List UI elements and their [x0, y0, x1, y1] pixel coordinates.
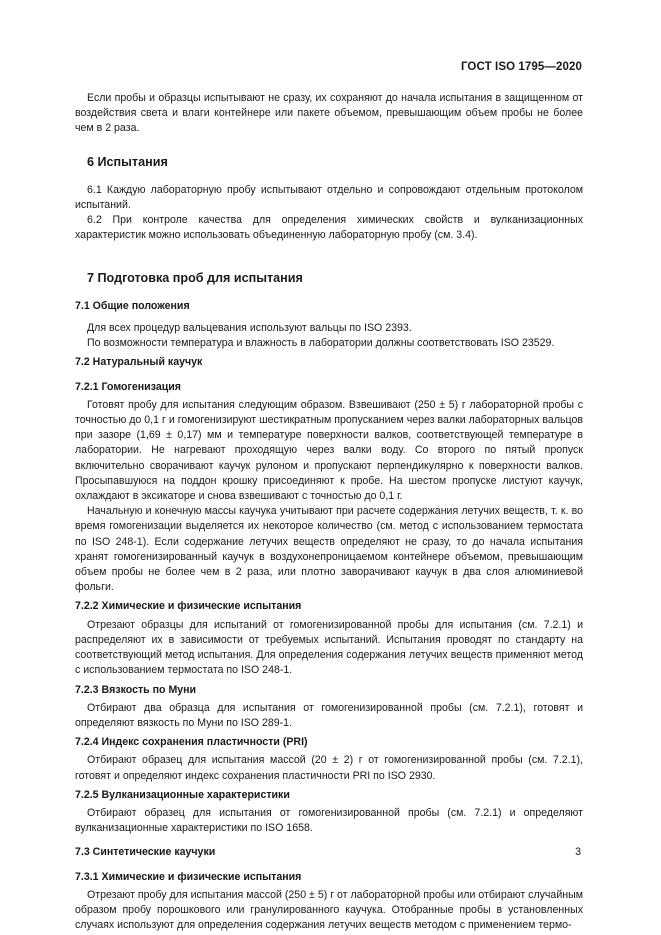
- section-7-2-1-paragraph-2: Начальную и конечную массы каучука учитывают при расчете содержания летучих веществ, т. к. во время гомогенизации выделяется их некоторое количество (см. метод с использованием термостата по ISO 248-1). Если содержание летучих веществ определяют не сразу, то до начала испытания хранят гомогенизированный каучук в воздухонепроницаемом контейнере объемом, превышающим объем пробы не более чем в 2 раза, или плотно заворачивают каучук в два слоя алюминиевой фольги.: [75, 505, 583, 594]
- section-7-1-paragraph-2: По возможности температура и влажность в лаборатории должны соответствовать ISO 23529.: [87, 337, 555, 350]
- section-7-2-4-title: 7.2.4 Индекс сохранения пластичности (PRI): [75, 736, 308, 749]
- section-6-title: 6 Испытания: [87, 154, 168, 169]
- intro-text: Если пробы и образцы испытывают не сразу, их сохраняют до начала испытания в защищенном от воздействия света и влаги контейнере или пакете объемом, превышающим объем пробы не более чем в 2 раза.: [75, 92, 583, 135]
- section-7-2-5-title: 7.2.5 Вулканизационные характеристики: [75, 788, 290, 801]
- section-7-2-2-paragraph: Отрезают образцы для испытаний от гомогенизированной пробы для испытания (см. 7.2.1) и распределяют их в зависимости от требуемых испытаний. Испытания проводят по стандарту на соответствующий метод испытания. Для определения содержания летучих веществ применяют метод с использованием термостата по ISO 248-1.: [75, 618, 583, 677]
- section-7-2-3-paragraph: Отбирают два образца для испытания от гомогенизированной пробы (см. 7.2.1), готовят и определяют вязкость по Муни по ISO 289-1.: [75, 701, 583, 729]
- section-6-1-paragraph: 6.1 Каждую лабораторную пробу испытывают отдельно и сопровождают отдельным протоколом испытаний.: [75, 183, 583, 212]
- section-7-3-title: 7.3 Синтетические каучуки: [75, 846, 216, 859]
- section-7-1-title: 7.1 Общие положения: [75, 299, 190, 312]
- section-7-2-5-paragraph: Отбирают образец для испытания от гомогенизированной пробы (см. 7.2.1) и определяют вулканизационные характеристики по ISO 1658.: [75, 806, 583, 835]
- page-number: 3: [575, 846, 581, 858]
- section-7-2-title: 7.2 Натуральный каучук: [75, 356, 203, 369]
- document-id-header: ГОСТ ISO 1795—2020: [460, 61, 582, 73]
- section-7-2-4-paragraph: Отбирают образец для испытания массой (20 ± 2) г от гомогенизированной пробы (см. 7.2.1), готовят и определяют индекс сохранения пластичности PRI по ISO 2930.: [75, 754, 583, 782]
- section-7-2-3-title: 7.2.3 Вязкость по Муни: [75, 683, 197, 696]
- section-7-3-1-title: 7.3.1 Химические и физические испытания: [75, 870, 302, 883]
- section-7-2-1-paragraph-1: Готовят пробу для испытания следующим образом. Взвешивают (250 ± 5) г лабораторной пробы с точностью до 0,1 г и гомогенизируют шестикратным пропусканием через валки лабораторных вальцов при зазоре (1,69 ± 0,17) мм и температуре поверхности валков, соответствующей температуре в лаборатории. Не нагревают проходящую через валки воду. Со второго по пятый пропуск включительно сворачивают каучук рулоном и пропускают перпендикулярно к поверхности валков. Просыпавшуюся на поддон крошку присоединяют к пробе. На шестом пропуске листуют каучук, охлаждают в эксикаторе и снова взвешивают с точностью до 0,1 г.: [75, 398, 583, 503]
- section-6-2-paragraph: 6.2 При контроле качества для определения химических свойств и вулканизационных характеристик можно использовать объединенную лабораторную пробу (см. 3.4).: [75, 214, 583, 242]
- section-7-2-2-title: 7.2.2 Химические и физические испытания: [75, 600, 302, 613]
- section-7-1-paragraph-1: Для всех процедур вальцевания используют вальцы по ISO 2393.: [87, 322, 412, 335]
- page-content: [75, 91, 583, 933]
- section-7-title: 7 Подготовка проб для испытания: [87, 270, 303, 285]
- section-7-3-1-paragraph: Отрезают пробу для испытания массой (250 ± 5) г от лабораторной пробы или отбирают случайным образом пробу порошкового или гранулированного каучука. Отобранные пробы в установленных случаях используют для определения содержания летучих веществ методом с применением термо-: [75, 888, 583, 932]
- intro-paragraph: [75, 91, 583, 137]
- section-7-2-1-title: 7.2.1 Гомогенизация: [75, 380, 181, 393]
